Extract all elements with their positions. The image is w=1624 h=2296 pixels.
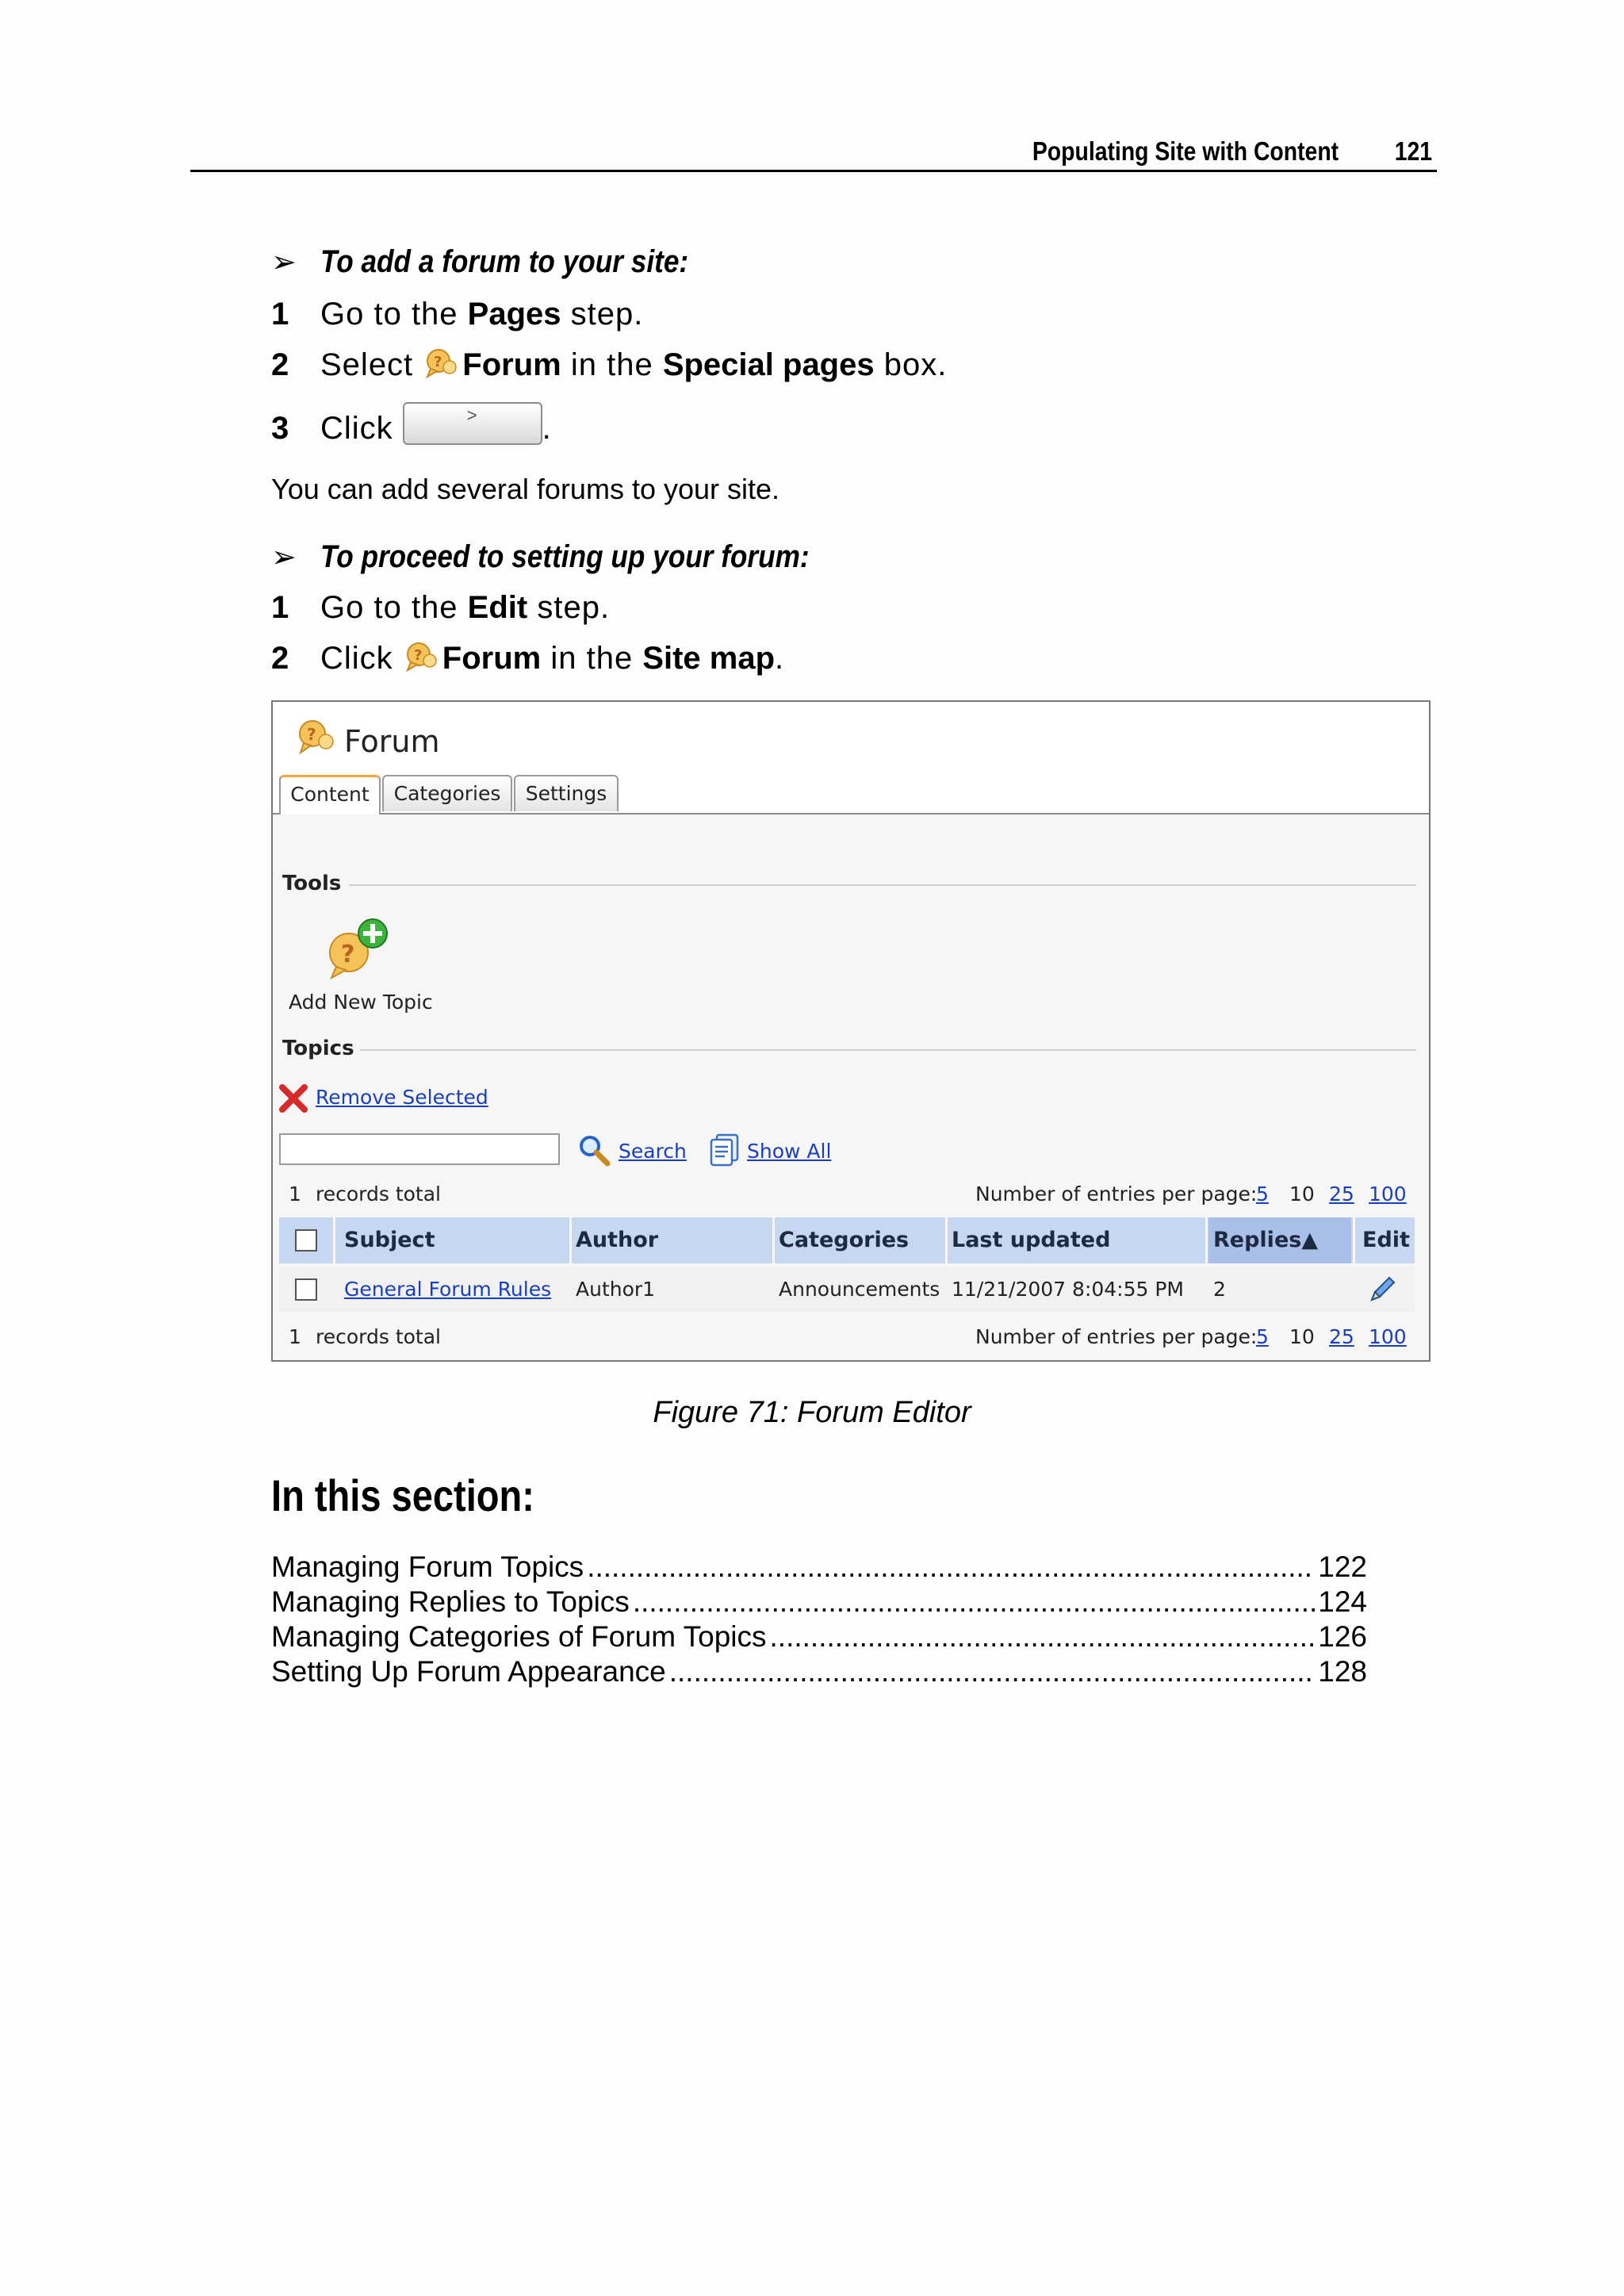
toc-entry-title: Managing Categories of Forum Topics xyxy=(271,1620,767,1653)
topic-subject-link[interactable]: General Forum Rules xyxy=(344,1278,552,1301)
step-text-part: Click xyxy=(320,411,393,446)
table-row xyxy=(279,1267,1415,1313)
records-total-count: 1 xyxy=(289,1182,301,1205)
ui-term: Site map xyxy=(642,641,776,676)
ui-term: Special pages xyxy=(662,347,875,382)
page-number: 121 xyxy=(1394,136,1432,166)
column-header-edit: Edit xyxy=(1362,1228,1410,1252)
forum-icon xyxy=(404,642,438,673)
column-separator xyxy=(569,1217,572,1263)
remove-selected-link[interactable]: Remove Selected xyxy=(316,1086,488,1109)
ui-term: Forum xyxy=(462,347,561,382)
show-all-link[interactable]: Show All xyxy=(747,1140,832,1163)
svg-text:?: ? xyxy=(434,354,443,370)
column-separator xyxy=(333,1217,335,1263)
page-size-25[interactable]: 25 xyxy=(1329,1182,1354,1205)
step-text-part: in the xyxy=(541,641,643,676)
column-header-subject[interactable]: Subject xyxy=(344,1228,435,1252)
running-header-title: Populating Site with Content xyxy=(1032,136,1339,166)
step-number: 2 xyxy=(271,347,289,382)
svg-text:?: ? xyxy=(341,941,355,968)
running-header xyxy=(190,133,1437,172)
select-all-checkbox[interactable] xyxy=(295,1229,317,1251)
procedure-arrow-icon: ➢ xyxy=(271,541,297,574)
toc-entry-page: 124 xyxy=(1318,1585,1367,1618)
remove-icon[interactable] xyxy=(278,1083,309,1114)
step-text-part: . xyxy=(775,641,785,676)
toc-entry-title: Managing Forum Topics xyxy=(271,1550,584,1583)
toc-entry-title: Managing Replies to Topics xyxy=(271,1585,630,1618)
page-size-10: 10 xyxy=(1289,1182,1315,1205)
column-header-replies[interactable]: Replies▲ xyxy=(1213,1228,1319,1252)
column-separator xyxy=(1353,1217,1355,1263)
step-text-part: step. xyxy=(561,297,644,332)
page-size-5[interactable]: 5 xyxy=(1256,1325,1269,1348)
step-text-part: Select xyxy=(320,347,423,382)
step-text-part: Click xyxy=(320,641,403,676)
forum-icon xyxy=(424,348,458,380)
tab-settings[interactable]: Settings xyxy=(514,775,619,811)
show-all-icon[interactable] xyxy=(709,1133,741,1167)
step-text-part: Go to the xyxy=(320,297,468,332)
toc-leader xyxy=(669,1655,1316,1688)
svg-text:?: ? xyxy=(307,725,316,744)
toc-entry-page: 126 xyxy=(1318,1620,1367,1653)
step-text-part: in the xyxy=(561,347,663,382)
forum-editor-title: Forum xyxy=(344,724,440,759)
forum-icon xyxy=(297,719,335,756)
topic-replies: 2 xyxy=(1213,1278,1226,1301)
ui-term: Forum xyxy=(442,641,542,676)
step-text-part: step. xyxy=(527,590,611,625)
tab-categories[interactable]: Categories xyxy=(382,775,512,811)
forum-editor-figure xyxy=(271,700,1431,1362)
entries-per-page-label: Number of entries per page: xyxy=(975,1325,1258,1348)
add-topic-icon[interactable] xyxy=(322,916,390,979)
page-size-5[interactable]: 5 xyxy=(1256,1182,1269,1205)
section-heading: In this section: xyxy=(271,1470,534,1520)
topic-categories: Announcements xyxy=(779,1278,940,1301)
step-text xyxy=(320,297,643,332)
step-number: 2 xyxy=(271,641,289,676)
row-checkbox[interactable] xyxy=(295,1278,317,1301)
next-button[interactable]: > xyxy=(403,402,542,445)
column-separator xyxy=(772,1217,775,1263)
tab-content[interactable]: Content xyxy=(279,775,381,815)
procedure-arrow-icon: ➢ xyxy=(271,246,297,279)
page-size-10: 10 xyxy=(1289,1325,1315,1348)
records-total-label: records total xyxy=(316,1325,441,1348)
search-link[interactable]: Search xyxy=(619,1140,687,1163)
page-size-100[interactable]: 100 xyxy=(1369,1182,1407,1205)
ui-term: Pages xyxy=(467,297,561,332)
step-text xyxy=(320,393,552,447)
search-input[interactable] xyxy=(279,1133,560,1165)
tools-section-label: Tools xyxy=(282,872,342,895)
step-text-part: Go to the xyxy=(320,590,468,625)
toc-leader xyxy=(587,1550,1315,1584)
toc-entry-page: 122 xyxy=(1318,1550,1367,1583)
figure-caption: Figure 71: Forum Editor xyxy=(653,1396,971,1429)
topics-table-header xyxy=(279,1217,1415,1263)
ui-term: Edit xyxy=(467,590,528,625)
toc-entry[interactable] xyxy=(271,1655,1367,1690)
toc-entry[interactable] xyxy=(271,1550,1367,1585)
topic-author: Author1 xyxy=(576,1278,656,1301)
procedure-heading: To add a forum to your site: xyxy=(320,244,689,279)
entries-per-page-label: Number of entries per page: xyxy=(975,1182,1258,1205)
column-header-author[interactable]: Author xyxy=(576,1228,659,1252)
topics-section-label: Topics xyxy=(282,1037,354,1060)
divider xyxy=(349,884,1416,886)
records-total-label: records total xyxy=(316,1182,441,1205)
step-text-part: box. xyxy=(874,347,948,382)
svg-text:?: ? xyxy=(413,647,423,664)
toc-entry[interactable] xyxy=(271,1620,1367,1655)
step-number: 1 xyxy=(271,590,289,625)
edit-pencil-icon[interactable] xyxy=(1365,1274,1397,1306)
paragraph: You can add several forums to your site. xyxy=(271,473,780,505)
column-separator xyxy=(1205,1217,1208,1263)
search-icon[interactable] xyxy=(577,1133,611,1167)
toc-entry-title: Setting Up Forum Appearance xyxy=(271,1655,666,1688)
step-text xyxy=(320,347,947,383)
page-size-25[interactable]: 25 xyxy=(1329,1325,1354,1348)
column-header-categories[interactable]: Categories xyxy=(779,1228,910,1252)
toc-entry-page: 128 xyxy=(1318,1655,1367,1688)
records-total-count: 1 xyxy=(289,1325,301,1348)
topic-last-updated: 11/21/2007 8:04:55 PM xyxy=(952,1278,1185,1301)
step-text xyxy=(320,590,610,626)
step-number: 1 xyxy=(271,297,289,332)
procedure-heading: To proceed to setting up your forum: xyxy=(320,539,810,574)
step-text xyxy=(320,641,784,677)
forum-editor-header xyxy=(273,702,1429,815)
toc-entry[interactable] xyxy=(271,1585,1367,1620)
toc-leader xyxy=(770,1620,1316,1654)
column-header-last-updated[interactable]: Last updated xyxy=(952,1228,1111,1252)
toc-leader xyxy=(633,1585,1315,1619)
step-text-part: . xyxy=(542,411,552,446)
step-number: 3 xyxy=(271,411,289,446)
add-new-topic-label[interactable]: Add New Topic xyxy=(289,991,433,1014)
column-separator xyxy=(945,1217,948,1263)
page-size-100[interactable]: 100 xyxy=(1369,1325,1407,1348)
divider xyxy=(360,1049,1416,1051)
